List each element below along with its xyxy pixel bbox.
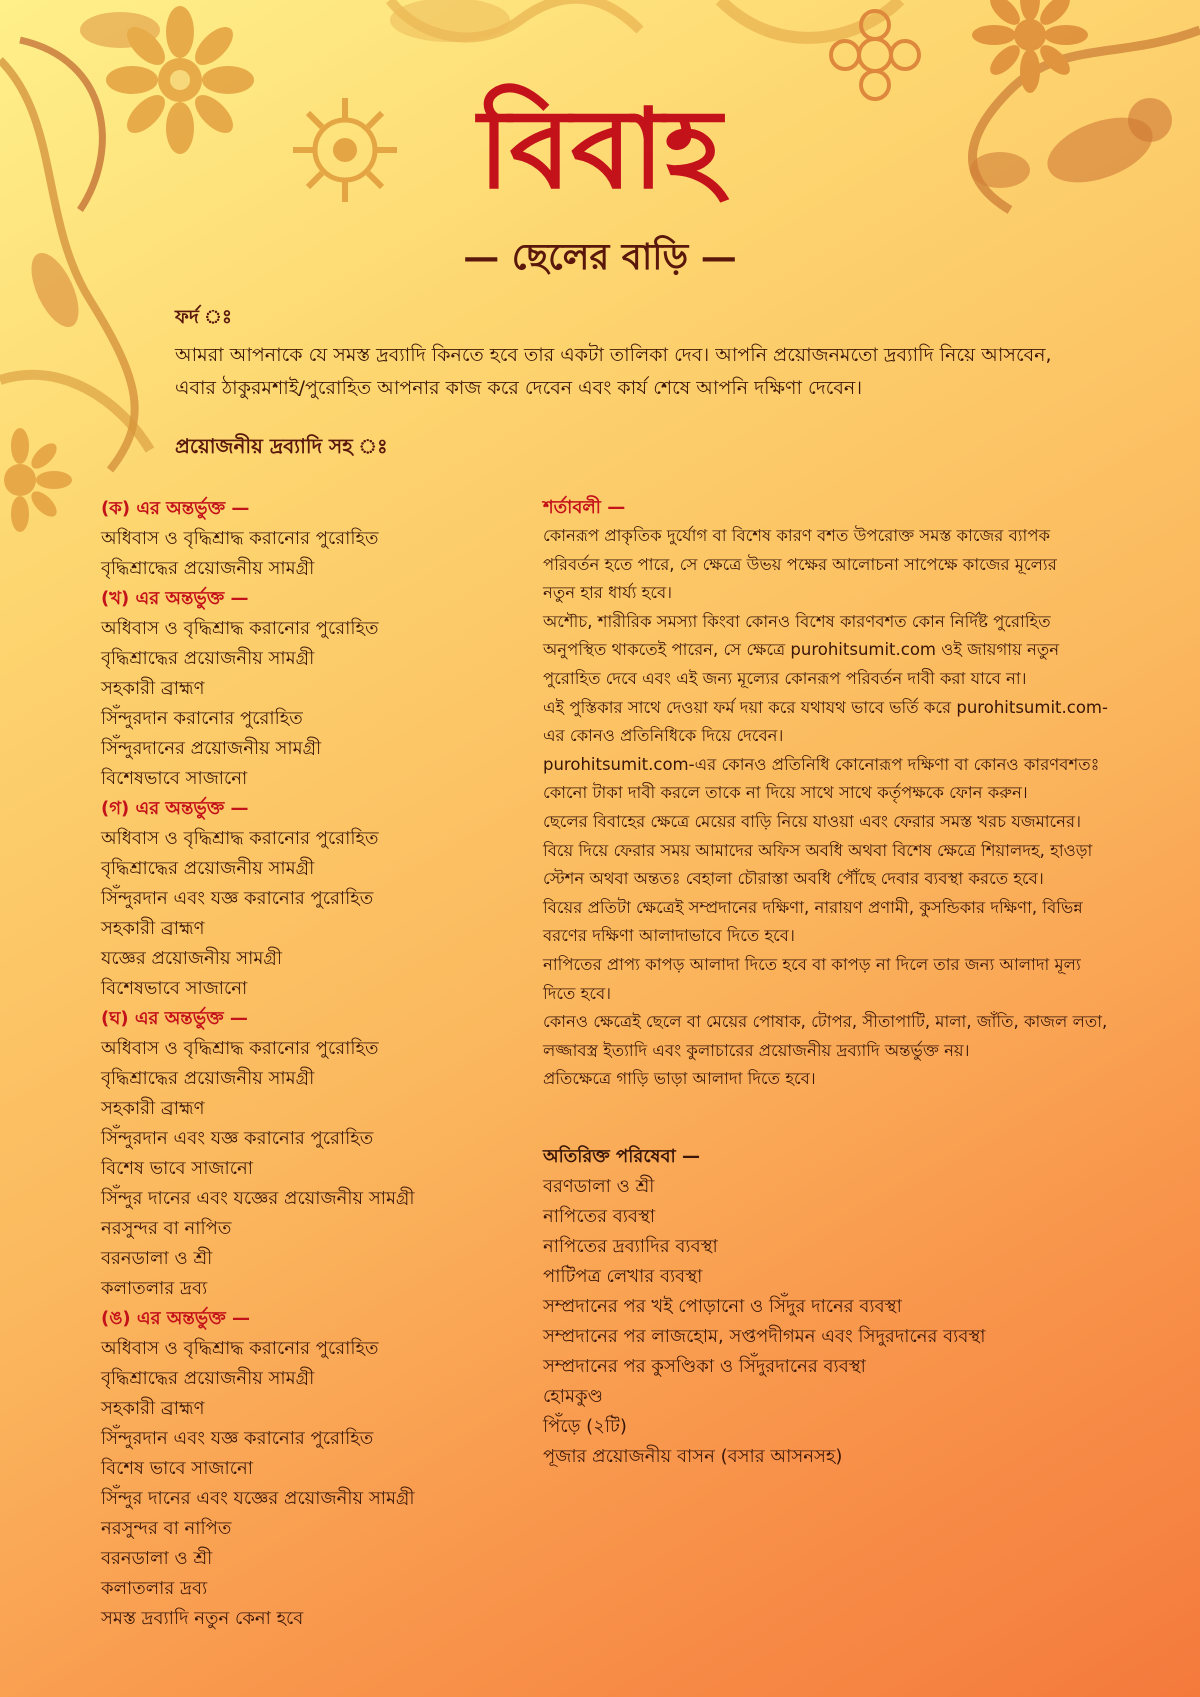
list-item: সহকারী ব্রাহ্মণ <box>101 1398 205 1419</box>
list-item: সহকারী ব্রাহ্মণ <box>101 678 205 699</box>
terms-line: স্টেশন অথবা অন্ততঃ বেহালা চৌরাস্তা অবধি পৌঁছে দেবার ব্যবস্থা করতে হবে। <box>543 869 1044 889</box>
list-item: নরসুন্দর বা নাপিত <box>101 1518 232 1539</box>
terms-line: কোনও ক্ষেত্রেই ছেলে বা মেয়ের পোষাক, টোপর, সীতাপাটি, মালা, জাঁতি, কাজল লতা, <box>543 1012 1108 1032</box>
section-ga <box>101 794 531 1004</box>
list-item: সমস্ত দ্রব্যাদি নতুন কেনা হবে <box>101 1608 304 1629</box>
list-item: সহকারী ব্রাহ্মণ <box>101 1098 205 1119</box>
list-item: বিশেষভাবে সাজানো <box>101 768 248 789</box>
list-item: অধিবাস ও বৃদ্ধিশ্রাদ্ধ করানোর পুরোহিত <box>101 618 379 639</box>
list-item: বৃদ্ধিশ্রাদ্ধের প্রয়োজনীয় সামগ্রী <box>101 1068 315 1089</box>
required-heading: প্রয়োজনীয় দ্রব্যাদি সহ ঃ <box>175 434 388 458</box>
terms-line: দিতে হবে। <box>543 983 612 1003</box>
list-item: বরনডালা ও শ্রী <box>101 1548 213 1569</box>
list-item: সিঁন্দুরদান করানোর পুরোহিত <box>101 708 303 729</box>
list-item: বরনডালা ও শ্রী <box>101 1248 213 1269</box>
list-item: কলাতলার দ্রব্য <box>101 1578 208 1599</box>
section-uma <box>101 1304 531 1634</box>
list-item: সিঁন্দুর দানের এবং যজ্ঞের প্রয়োজনীয় সামগ্রী <box>101 1188 415 1209</box>
list-item: কলাতলার দ্রব্য <box>101 1278 208 1299</box>
terms-line: কোনো টাকা দাবী করলে তাকে না দিয়ে সাথে সাথে কর্তৃপক্ষকে ফোন করুন। <box>543 783 1028 803</box>
list-item: বিশেষ ভাবে সাজানো <box>101 1458 253 1479</box>
list-item: বৃদ্ধিশ্রাদ্ধের প্রয়োজনীয় সামগ্রী <box>101 1368 315 1389</box>
terms-line: এর কোনও প্রতিনিধিকে দিয়ে দেবেন। <box>543 726 784 746</box>
list-item: পিঁড়ে (২টি) <box>543 1416 627 1437</box>
list-item: যজ্ঞের প্রয়োজনীয় সামগ্রী <box>101 948 283 969</box>
terms-line: পুরোহিত দেবে এবং এই জন্য মূল্যের কোনরূপ পরিবর্তন দাবী করা যাবে না। <box>543 668 1027 688</box>
list-item: সম্প্রদানের পর খই পোড়ানো ও সিঁদুর দানের ব্যবস্থা <box>543 1296 902 1317</box>
list-item: নাপিতের ব্যবস্থা <box>543 1206 656 1227</box>
page-title: বিবাহ <box>478 84 722 213</box>
terms-line: প্রতিক্ষেত্রে গাড়ি ভাড়া আলাদা দিতে হবে। <box>543 1069 816 1089</box>
list-item: সিঁন্দুরদান এবং যজ্ঞ করানোর পুরোহিত <box>101 1128 374 1149</box>
list-item: বৃদ্ধিশ্রাদ্ধের প্রয়োজনীয় সামগ্রী <box>101 648 315 669</box>
terms-line: অশৌচ, শারীরিক সমস্যা কিংবা কোনও বিশেষ কারণবশত কোন নির্দিষ্ট পুরোহিত <box>543 611 1051 631</box>
list-item: সিঁন্দুরদানের প্রয়োজনীয় সামগ্রী <box>101 738 322 759</box>
list-item: সহকারী ব্রাহ্মণ <box>101 918 205 939</box>
list-item: হোমকুণ্ড <box>543 1386 603 1407</box>
intro-paragraph: আমরা আপনাকে যে সমস্ত দ্রব্যাদি কিনতে হবে তার একটা তালিকা দেব। আপনি প্রয়োজনমতো দ্রব্যাদি নিয়ে আসবেন, এবার ঠাকুরমশাই/পুরোহিত আপনার কাজ করে দেবেন এবং কার্য শেষে আপনি দক্ষিণা দেবেন। <box>175 344 1052 399</box>
terms-line: বিয়ের প্রতিটা ক্ষেত্রেই সম্প্রদানের দক্ষিণা, নারায়ণ প্রণামী, কুসন্ডিকার দক্ষিণা, বিভিন্ন <box>543 897 1083 917</box>
terms-line: নতুন হার ধার্য্য হবে। <box>543 583 673 603</box>
section-heading: (ক) এর অন্তর্ভুক্ত — <box>101 498 250 519</box>
section-heading: (ঘ) এর অন্তর্ভুক্ত — <box>101 1008 248 1029</box>
extra-services-block <box>543 1142 1103 1472</box>
page-subtitle: — ছেলের বাড়ি — <box>463 236 737 278</box>
list-item: বৃদ্ধিশ্রাদ্ধের প্রয়োজনীয় সামগ্রী <box>101 858 315 879</box>
list-item: অধিবাস ও বৃদ্ধিশ্রাদ্ধ করানোর পুরোহিত <box>101 528 379 549</box>
list-item: অধিবাস ও বৃদ্ধিশ্রাদ্ধ করানোর পুরোহিত <box>101 828 379 849</box>
section-gha <box>101 1004 531 1304</box>
list-item: পূজার প্রয়োজনীয় বাসন (বসার আসনসহ) <box>543 1446 843 1467</box>
terms-line: এই পুস্তিকার সাথে দেওয়া ফর্ম দয়া করে যথাযথ ভাবে ভর্তি করে purohitsumit.com- <box>543 697 1108 717</box>
package-sections <box>101 494 531 1634</box>
terms-line: ছেলের বিবাহের ক্ষেত্রে মেয়ের বাড়ি নিয়ে যাওয়া এবং ফেরার সমস্ত খরচ যজমানের। <box>543 811 1081 831</box>
list-item: নরসুন্দর বা নাপিত <box>101 1218 232 1239</box>
terms-line: পরিবর্তন হতে পারে, সে ক্ষেত্রে উভয় পক্ষের আলোচনা সাপেক্ষে কাজের মূল্যের <box>543 554 1057 574</box>
list-item: পাটিপত্র লেখার ব্যবস্থা <box>543 1266 703 1287</box>
list-item: বিশেষভাবে সাজানো <box>101 978 248 999</box>
terms-line: অনুপস্থিত থাকতেই পারেন, সে ক্ষেত্রে purohitsumit.com ওই জায়গায় নতুন <box>543 640 1060 660</box>
section-ka <box>101 494 531 584</box>
terms-line: বরণের দক্ষিণা আলাদাভাবে দিতে হবে। <box>543 926 795 946</box>
extra-heading: অতিরিক্ত পরিষেবা — <box>543 1146 700 1167</box>
list-item: সিঁন্দুরদান এবং যজ্ঞ করানোর পুরোহিত <box>101 1428 374 1449</box>
intro-block <box>175 303 1075 405</box>
section-heading: (ঙ) এর অন্তর্ভুক্ত — <box>101 1308 250 1329</box>
terms-line: নাপিতের প্রাপ্য কাপড় আলাদা দিতে হবে বা কাপড় না দিলে তার জন্য আলাদা মূল্য <box>543 954 1081 974</box>
list-item: বৃদ্ধিশ্রাদ্ধের প্রয়োজনীয় সামগ্রী <box>101 558 315 579</box>
section-heading: (গ) এর অন্তর্ভুক্ত — <box>101 798 249 819</box>
terms-line: কোনরূপ প্রাকৃতিক দুর্যোগ বা বিশেষ কারণ বশত উপরোক্ত সমস্ত কাজের ব্যাপক <box>543 526 1051 545</box>
terms-heading: শর্তাবলী — <box>543 497 626 518</box>
list-item: বিশেষ ভাবে সাজানো <box>101 1158 253 1179</box>
terms-block <box>543 494 1113 1094</box>
list-item: অধিবাস ও বৃদ্ধিশ্রাদ্ধ করানোর পুরোহিত <box>101 1038 379 1059</box>
list-item: অধিবাস ও বৃদ্ধিশ্রাদ্ধ করানোর পুরোহিত <box>101 1338 379 1359</box>
list-item: সম্প্রদানের পর লাজহোম, সপ্তপদীগমন এবং সিদুরদানের ব্যবস্থা <box>543 1326 986 1347</box>
list-item: বরণডালা ও শ্রী <box>543 1176 655 1197</box>
terms-line: বিয়ে দিয়ে ফেরার সময় আমাদের অফিস অবধি অথবা বিশেষ ক্ষেত্রে শিয়ালদহ, হাওড়া <box>543 840 1093 860</box>
intro-label: ফর্দ ঃ <box>175 306 233 328</box>
list-item: সিঁন্দুর দানের এবং যজ্ঞের প্রয়োজনীয় সামগ্রী <box>101 1488 415 1509</box>
list-item: নাপিতের দ্রব্যাদির ব্যবস্থা <box>543 1236 718 1257</box>
terms-line: লজ্জাবস্ত্র ইত্যাদি এবং কুলাচারের প্রয়োজনীয় দ্রব্যাদি অন্তর্ভুক্ত নয়। <box>543 1040 970 1060</box>
section-kha <box>101 584 531 794</box>
terms-line: purohitsumit.com-এর কোনও প্রতিনিধি কোনোরূপ দক্ষিণা বা কোনও কারণবশতঃ <box>543 754 1100 774</box>
list-item: সিঁন্দুরদান এবং যজ্ঞ করানোর পুরোহিত <box>101 888 374 909</box>
section-heading: (খ) এর অন্তর্ভুক্ত — <box>101 588 249 609</box>
list-item: সম্প্রদানের পর কুসণ্ডিকা ও সিঁদুরদানের ব্যবস্থা <box>543 1356 866 1377</box>
